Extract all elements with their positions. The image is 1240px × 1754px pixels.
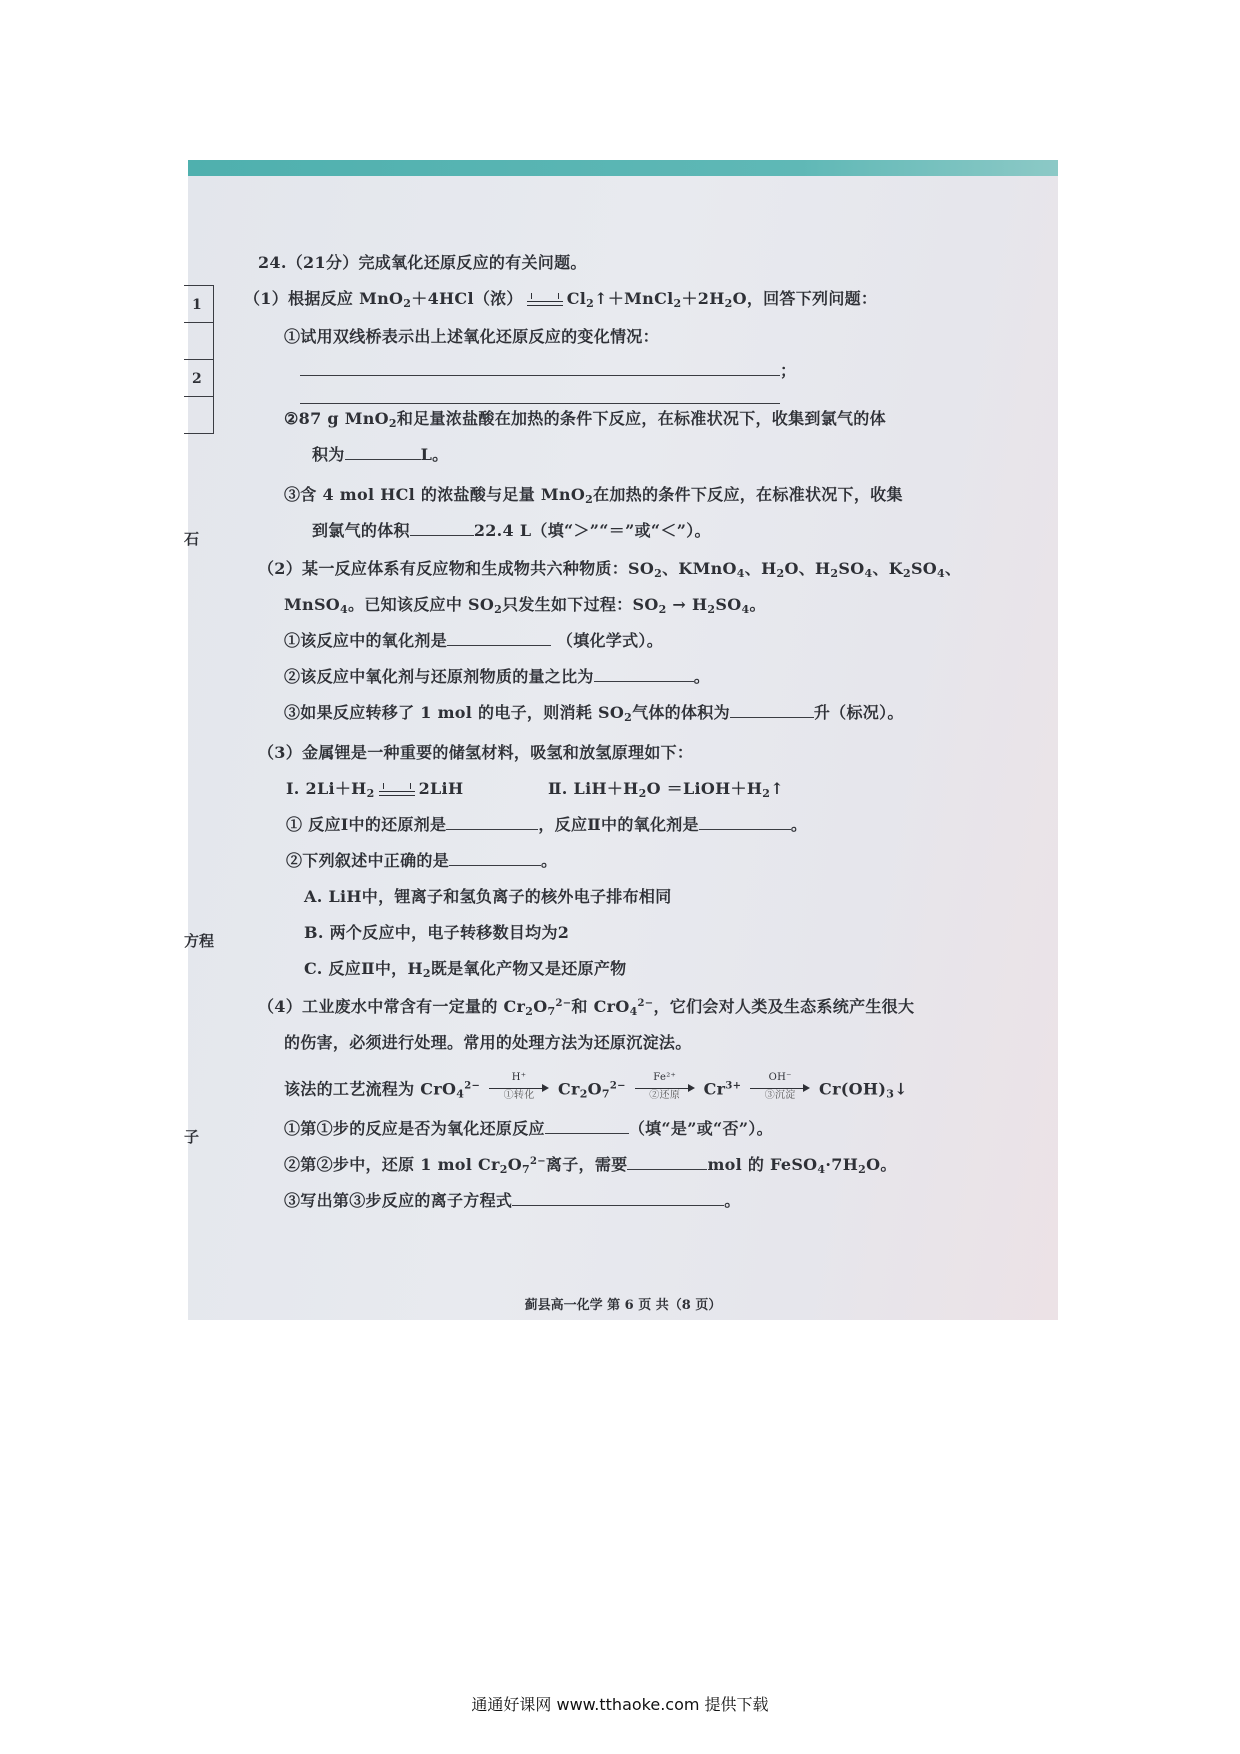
part1-lead: （1）根据反应 MnO$_2$＋4HCl（浓） $Cl_2↑+MnCl_2+2H_2O$，回答下列问题： [244, 289, 878, 310]
part3-reaction2: Ⅱ. $LiH+H_2O$ $=LiOH+H_2↑$ [548, 779, 784, 800]
part2-item2: ②该反应中氧化剂与还原剂物质的量之比为 。 [284, 667, 711, 686]
side-text: 子 [184, 1128, 200, 1146]
side-table [184, 286, 214, 446]
photo-area [184, 160, 1058, 1320]
option-a: A. LiH中，锂离子和氢负离子的核外电子排布相同 [304, 887, 672, 906]
part4-item2: ②第②步中，还原 1 mol $Cr_2O_7^{2-}$离子，需要 mol 的 $FeSO_4\cdot 7H_2O$。 [284, 1155, 897, 1176]
side-table-cell: 1 [184, 285, 214, 323]
option-b: B. 两个反应中，电子转移数目均为2 [304, 923, 570, 942]
side-text: 方程 [184, 932, 215, 950]
part1-item1-answer: ； [300, 360, 796, 382]
part2-line2: MnSO$_4$。已知该反应中 $SO_2$只发生如下过程：$SO_2 \to H_2SO_4$。 [284, 595, 766, 616]
part2-line1: （2）某一反应体系有反应物和生成物共六种物质：$SO_2$、KMnO$_4$、$H_2O$、$H_2SO_4$、$K_2SO_4$、 [258, 559, 962, 580]
process-flow: 该法的工艺流程为 CrO$_4^{2-}$ H⁺ ①转化 $Cr_2O_7^{2-}$ Fe²⁺ ②还原 $Cr^{3+}$ OH⁻ ③沉淀 $Cr(OH)_3↓$ [284, 1076, 908, 1104]
flow-arrow: H⁺ ①转化 [489, 1076, 549, 1104]
option-c: C. 反应Ⅱ中，$H_2$既是氧化产物又是还原产物 [304, 959, 627, 980]
question-heading: 24.（21分）完成氧化还原反应的有关问题。 [258, 253, 587, 272]
part3-reaction1: Ⅰ. $2Li+H_2$ 2LiH [286, 779, 464, 800]
part4-line2: 的伤害，必须进行处理。常用的处理方法为还原沉淀法。 [284, 1033, 692, 1052]
part1-item1: ①试用双线桥表示出上述氧化还原反应的变化情况： [284, 327, 659, 346]
download-credit: 通通好课网 www.tthaoke.com 提供下载 [471, 1695, 769, 1714]
part1-item2: ②87 g MnO$_2$和足量浓盐酸在加热的条件下反应，在标准状况下，收集到氯气的体 [284, 409, 886, 430]
part1-item3-cont: 到氯气的体积 22.4 L（填“＞”“＝”或“＜”）。 [312, 521, 711, 540]
part2-item3: ③如果反应转移了 1 mol 的电子，则消耗 $SO_2$气体的体积为 升（标况）。 [284, 703, 904, 724]
part2-item1: ①该反应中的氧化剂是 （填化学式）。 [284, 631, 663, 650]
page-footer: 蓟县高一化学 第 6 页 共（8 页） [524, 1298, 722, 1313]
side-text: 石 [184, 530, 200, 548]
part1-item3: ③含 4 mol HCl 的浓盐酸与足量 MnO$_2$在加热的条件下反应，在标准状况下，收集 [284, 485, 903, 506]
flow-arrow: OH⁻ ③沉淀 [750, 1076, 810, 1104]
part1-item2-cont: 积为 L。 [312, 445, 449, 464]
part4-item3: ③写出第③步反应的离子方程式 。 [284, 1191, 741, 1210]
part1-item1-answer2 [300, 388, 780, 410]
side-table-cell: 2 [184, 359, 214, 397]
heat-equals-sign [379, 783, 415, 797]
side-table-cell [184, 322, 214, 360]
flow-arrow: Fe²⁺ ②还原 [635, 1076, 695, 1104]
heat-equals-sign [527, 293, 563, 307]
side-table-cell [184, 396, 214, 434]
part4-item1: ①第①步的反应是否为氧化还原反应 （填“是”或“否”）。 [284, 1119, 773, 1138]
part3-lead: （3）金属锂是一种重要的储氢材料，吸氢和放氢原理如下： [258, 743, 694, 762]
teal-strip [188, 160, 1058, 176]
part3-item2: ②下列叙述中正确的是 。 [286, 851, 558, 870]
part3-item1: ① 反应Ⅰ中的还原剂是 ，反应Ⅱ中的氧化剂是 。 [286, 815, 808, 834]
part4-line1: （4）工业废水中常含有一定量的 $Cr_2O_7^{2-}$和 CrO$_4^{2-}$，它们会对人类及生态系统产生很大 [258, 997, 915, 1018]
